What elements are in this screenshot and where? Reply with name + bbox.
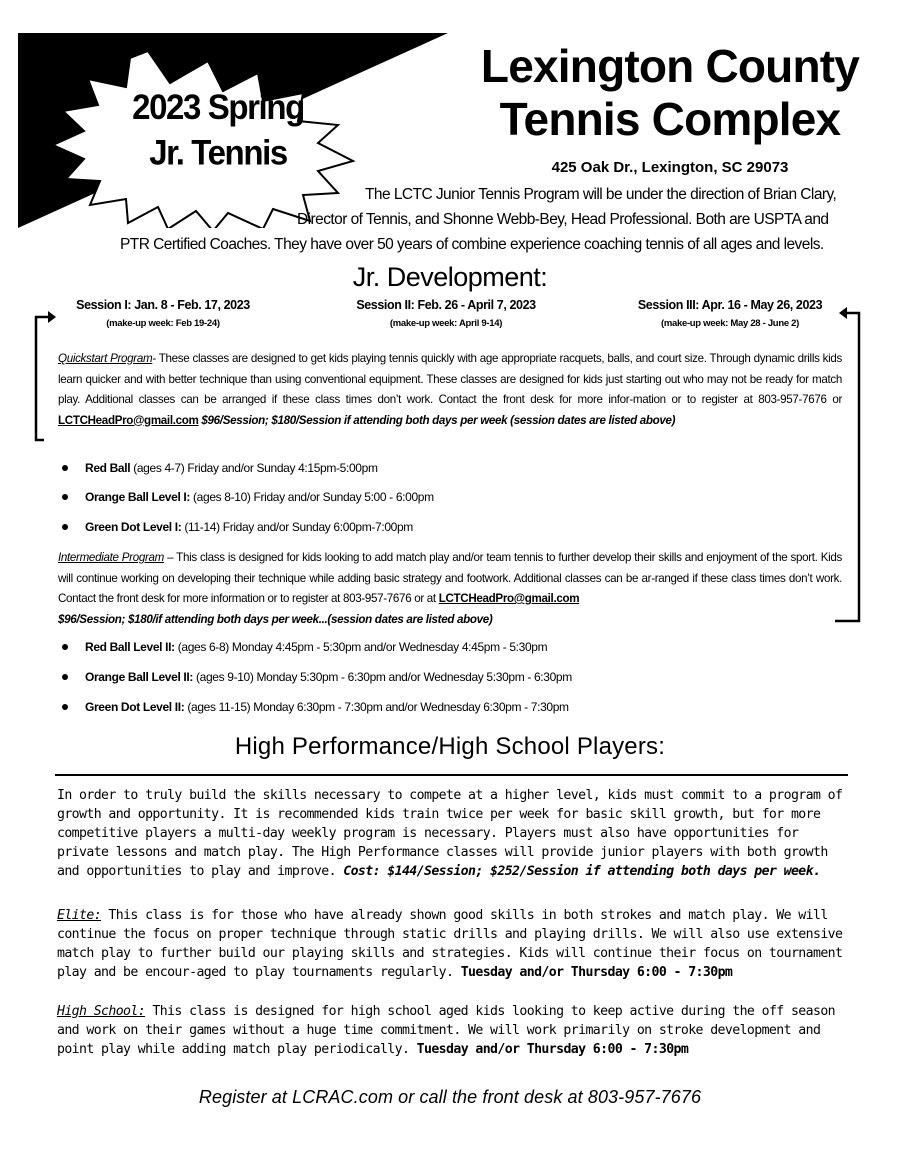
bullet-level: Red Ball Level II: (85, 640, 175, 654)
high-school-label: High School: (57, 1004, 146, 1019)
organization-name (470, 40, 870, 146)
intermediate-email-link[interactable]: LCTCHeadPro@gmail.com (438, 592, 580, 605)
elite-text: This class is for those who have already shown good skills in both strokes and match play. We will continue the focus on proper technique through static drills and playing drills. We will also use extensive match play to further build our playing skills and strategies. Kids will continue their focus on tournament play and be encour-aged to play tournaments regularly. (57, 908, 843, 980)
elite-time: Tuesday and/or Thursday 6:00 - 7:30pm (460, 965, 733, 980)
intermediate-price: $96/Session; $180/if attending both days per week...(session dates are listed above) (58, 612, 493, 626)
session-1-title: Session I: Jan. 8 - Feb. 17, 2023 (76, 298, 250, 312)
bullet-level: Orange Ball Level I: (85, 490, 191, 504)
intro-line-1: The LCTC Junior Tennis Program will be under the direction of Brian Clary, (365, 186, 837, 203)
season-title (98, 85, 338, 176)
hp-intro-text: In order to truly build the skills necessary to compete at a higher level, kids must commit to a program of growth and opportunity. It is recommended kids train twice per week for basic skill growth, but for more competitive players a multi-day weekly program is necessary. Players must also have opportunities for private lessons and match play. The High Performance classes will provide junior players with both growth and opportunities to play and improve. (57, 788, 843, 879)
org-address: 425 Oak Dr., Lexington, SC 29073 (551, 159, 789, 176)
bullet-detail: (ages 4-7) Friday and/or Sunday 4:15pm-5:00pm (130, 461, 378, 475)
left-bracket-arrow (30, 305, 60, 445)
intermediate-description (58, 548, 842, 630)
bullet-detail: (ages 9-10) Monday 5:30pm - 6:30pm and/or Wednesday 5:30pm - 6:30pm (193, 670, 572, 684)
session-2-title: Session II: Feb. 26 - April 7, 2023 (356, 298, 536, 312)
session-1-makeup: (make-up week: Feb 19-24) (106, 318, 220, 329)
intro-line-3: PTR Certified Coaches. They have over 50 years of combine experience coaching tennis of all ages and levels. (120, 236, 824, 253)
quickstart-bullet (62, 490, 434, 504)
hp-cost: Cost: $144/Session; $252/Session if attending both days per week. (343, 864, 821, 879)
bullet-detail: (11-14) Friday and/or Sunday 6:00pm-7:00pm (181, 520, 413, 534)
bullet-icon (62, 674, 68, 680)
jr-development-heading: Jr. Development: (352, 262, 548, 292)
elite-label: Elite: (57, 908, 102, 923)
season-line-2: Jr. Tennis (149, 132, 287, 173)
bullet-detail: (ages 6-8) Monday 4:45pm - 5:30pm and/or Wednesday 4:45pm - 5:30pm (174, 640, 548, 654)
bullet-detail: (ages 8-10) Friday and/or Sunday 5:00 - 6:00pm (190, 490, 434, 504)
intermediate-bullet (62, 640, 547, 654)
bullet-icon (62, 644, 68, 650)
bullet-level: Orange Ball Level II: (85, 670, 194, 684)
intermediate-label: Intermediate Program (58, 551, 164, 564)
bullet-icon (62, 465, 68, 471)
high-school-description (57, 1002, 847, 1059)
org-name-line-1: Lexington County (480, 40, 860, 92)
high-performance-heading: High Performance/High School Players: (234, 733, 666, 760)
high-school-time: Tuesday and/or Thursday 6:00 - 7:30pm (416, 1042, 689, 1057)
footer-register: Register at LCRAC.com or call the front desk at 803-957-7676 (198, 1087, 702, 1107)
session-2-makeup: (make-up week: April 9-14) (389, 318, 503, 329)
session-3-title: Session III: Apr. 16 - May 26, 2023 (637, 298, 823, 312)
session-3-makeup: (make-up week: May 28 - June 2) (660, 318, 799, 329)
quickstart-price: $96/Session; $180/Session if attending both days per week (session dates are listed above) (198, 413, 676, 427)
org-name-line-2: Tennis Complex (499, 92, 841, 145)
quickstart-bullet (62, 520, 413, 534)
high-performance-intro (57, 786, 847, 881)
intermediate-text: – This class is designed for kids looking to add match play and/or team tennis to further develop their skills and enjoyment of the sport. Kids will continue working on developing their technique while adding basic strategy and footwork. Additional classes can be ar-ranged if these class times don’t work. Contact the front desk for more information or to register at 803-957-7676 or at (58, 551, 842, 605)
intermediate-bullet (62, 670, 572, 684)
intermediate-bullet (62, 700, 569, 714)
season-line-1: 2023 Spring (132, 86, 304, 127)
bullet-icon (62, 704, 68, 710)
intro-line-2: Director of Tennis, and Shonne Webb-Bey, Head Professional. Both are USPTA and (297, 211, 829, 228)
bullet-level: Green Dot Level II: (85, 700, 185, 714)
quickstart-email-link[interactable]: LCTCHeadPro@gmail.com (58, 413, 199, 427)
elite-description (57, 906, 847, 982)
bullet-icon (62, 494, 68, 500)
high-school-text: This class is designed for high school aged kids looking to keep active during the off season and work on their games without a huge time commitment. We will work primarily on stroke development and point play while adding match play periodically. (57, 1004, 835, 1057)
bullet-icon (62, 524, 68, 530)
bullet-level: Green Dot Level I: (85, 520, 182, 534)
quickstart-label: Quickstart Program (58, 352, 153, 365)
bullet-detail: (ages 11-15) Monday 6:30pm - 7:30pm and/or Wednesday 6:30pm - 7:30pm (184, 700, 569, 714)
quickstart-text: - These classes are designed to get kids playing tennis quickly with age appropriate racquets, balls, and court size. Through dynamic drills kids learn quicker and with better technique than using conventional equipment. These classes are designed for kids just starting out who may not be ready for match play. Additional classes can be arranged if these class times don’t work. Contact the front desk for more infor-mation or to register at 803-957-7676 or (58, 352, 842, 406)
bullet-level: Red Ball (85, 461, 131, 475)
divider-rule (55, 774, 848, 776)
quickstart-bullet (62, 461, 378, 475)
quickstart-description (58, 349, 842, 431)
